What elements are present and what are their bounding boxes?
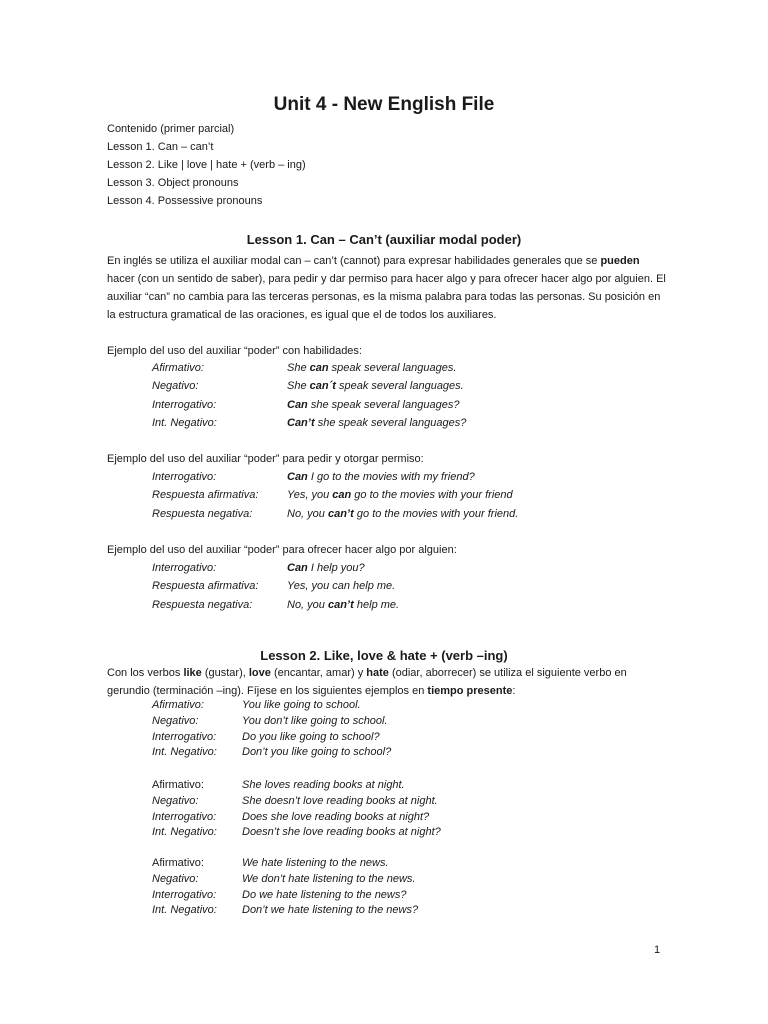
example-sentence: Do we hate listening to the news? bbox=[242, 888, 407, 901]
example-sentence: No, you can’t go to the movies with your friend. bbox=[287, 507, 519, 520]
example-sentence: She can speak several languages. bbox=[287, 362, 457, 374]
lesson2-intro: Con los verbos like (gustar), love (encantar, amar) y hate (odiar, aborrecer) se utiliza el siguiente verbo en gerundio (terminación –ing). Fíjese en los siguientes ejemplos en tiempo presente: bbox=[107, 667, 627, 697]
contents-item: Lesson 2. Like | love | hate + (verb – ing) bbox=[107, 159, 306, 171]
contents-item: Lesson 4. Possessive pronouns bbox=[107, 195, 263, 207]
example-label: Afirmativo: bbox=[152, 699, 204, 711]
example-sentence: She can´t speak several languages. bbox=[287, 380, 464, 393]
example-label: Interrogativo: bbox=[152, 562, 217, 574]
example-sentence: Do you like going to school? bbox=[242, 730, 380, 743]
page-title: Unit 4 - New English File bbox=[273, 94, 495, 115]
example-label: Respuesta negativa: bbox=[152, 507, 253, 520]
example-label: Int. Negativo: bbox=[152, 904, 217, 917]
example-label: Afirmativo: bbox=[152, 857, 204, 869]
example-sentence: We don’t hate listening to the news. bbox=[242, 872, 416, 885]
lesson1-example2-title: Ejemplo del uso del auxiliar “poder” para pedir y otorgar permiso: bbox=[107, 453, 424, 465]
example-sentence: Can I go to the movies with my friend? bbox=[287, 471, 475, 483]
lesson2-heading: Lesson 2. Like, love & hate + (verb –ing) bbox=[260, 648, 508, 663]
example-sentence: Don’t you like going to school? bbox=[242, 746, 392, 759]
contents-list bbox=[107, 120, 667, 210]
example-label: Respuesta afirmativa: bbox=[152, 580, 259, 593]
example-label: Respuesta negativa: bbox=[152, 598, 253, 611]
lesson1-intro: En inglés se utiliza el auxiliar modal can – can’t (cannot) para expresar habilidades generales que se pueden hacer (con un sentido de saber), para pedir y dar permiso para hacer algo y para ofrecer hacer algo por alguien. El auxiliar “can” no cambia para las terceras personas, es la misma palabra para todas las personas. Su posición en la estructura gramatical de las oraciones, es igual que el de todos los auxiliares. bbox=[107, 255, 666, 321]
example-label: Interrogativo: bbox=[152, 471, 217, 483]
example-sentence: No, you can’t help me. bbox=[287, 598, 400, 611]
example-sentence: She doesn’t love reading books at night. bbox=[242, 794, 438, 807]
example-sentence: Don’t we hate listening to the news? bbox=[242, 904, 419, 917]
page-number: 1 bbox=[654, 944, 661, 956]
example-label: Afirmativo: bbox=[152, 779, 204, 791]
example-sentence: Doesn’t she love reading books at night? bbox=[242, 826, 441, 839]
example-sentence: Yes, you can help me. bbox=[287, 580, 396, 593]
example-label: Interrogativo: bbox=[152, 398, 217, 411]
example-label: Respuesta afirmativa: bbox=[152, 489, 259, 502]
example-label: Int. Negativo: bbox=[152, 746, 217, 759]
example-sentence: She loves reading books at night. bbox=[242, 779, 405, 791]
example-label: Interrogativo: bbox=[152, 730, 217, 743]
contents-item: Lesson 1. Can – can’t bbox=[107, 141, 214, 153]
example-sentence: We hate listening to the news. bbox=[242, 857, 389, 869]
example-sentence: Can I help you? bbox=[287, 562, 365, 574]
example-sentence: Can’t she speak several languages? bbox=[287, 416, 467, 429]
lesson1-heading: Lesson 1. Can – Can’t (auxiliar modal poder) bbox=[246, 232, 522, 247]
contents-item: Lesson 3. Object pronouns bbox=[107, 177, 239, 189]
lesson1-example1-title: Ejemplo del uso del auxiliar “poder” con habilidades: bbox=[107, 345, 362, 357]
example-sentence: Does she love reading books at night? bbox=[242, 810, 430, 823]
lesson1-example3-title: Ejemplo del uso del auxiliar “poder” para ofrecer hacer algo por alguien: bbox=[107, 544, 457, 556]
example-label: Negativo: bbox=[152, 794, 199, 807]
example-sentence: You like going to school. bbox=[242, 699, 361, 711]
example-sentence: Can she speak several languages? bbox=[287, 398, 460, 411]
example-label: Negativo: bbox=[152, 872, 199, 885]
example-label: Interrogativo: bbox=[152, 810, 217, 823]
example-sentence: You don’t like going to school. bbox=[242, 714, 388, 727]
example-label: Int. Negativo: bbox=[152, 416, 217, 429]
example-label: Interrogativo: bbox=[152, 888, 217, 901]
example-label: Int. Negativo: bbox=[152, 826, 217, 839]
example-label: Negativo: bbox=[152, 714, 199, 727]
example-label: Negativo: bbox=[152, 380, 199, 393]
example-sentence: Yes, you can go to the movies with your friend bbox=[287, 489, 513, 502]
contents-heading: Contenido (primer parcial) bbox=[107, 123, 235, 135]
example-label: Afirmativo: bbox=[152, 362, 204, 374]
